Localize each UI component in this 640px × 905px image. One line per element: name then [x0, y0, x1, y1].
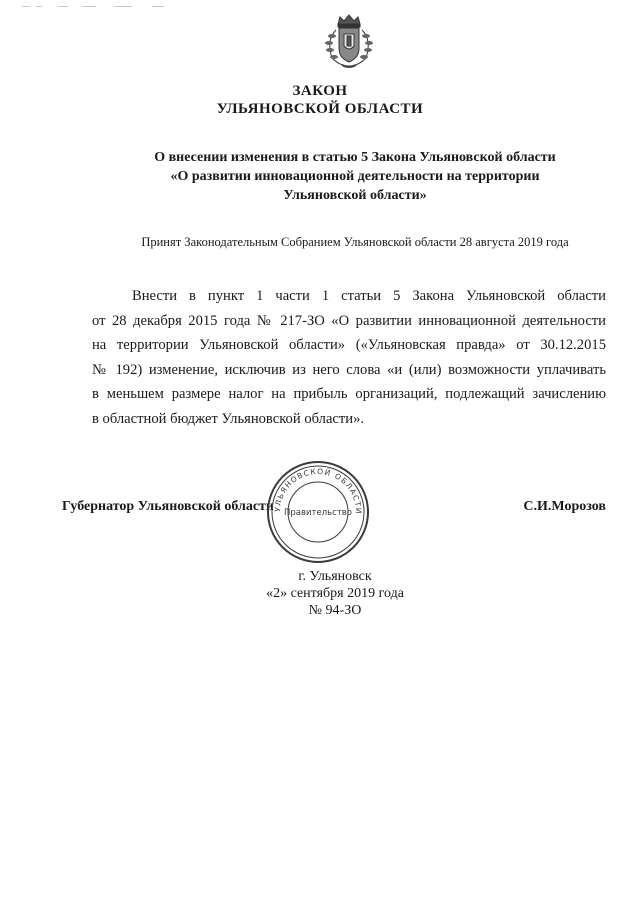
signing-place: г. Ульяновск [298, 569, 372, 584]
signing-date: «2» сентября 2019 года [266, 586, 404, 601]
adoption-note: Принят Законодательным Собранием Ульяновской области 28 августа 2019 года [141, 235, 569, 249]
body-line: в областной бюджет Ульяновской области». [92, 410, 365, 427]
body-line: № 192) изменение, исключив из него слова «и (или) возможности уплачивать [92, 361, 606, 378]
subject-line: Ульяновской области» [283, 188, 427, 203]
law-number: № 94-ЗО [308, 603, 362, 618]
seal-center-text: Правительство [284, 508, 352, 518]
body-line: на территории Ульяновской области» («Ульяновская правда» от 30.12.2015 [92, 337, 606, 354]
subject-line: О внесении изменения в статью 5 Закона Ульяновской области [154, 150, 556, 165]
seal-ring-text: УЛЬЯНОВСКОЙ ОБЛАСТИ [272, 466, 364, 515]
body-line: от 28 декабря 2015 года № 217-ЗО «О развитии инновационной деятельности [92, 312, 606, 329]
signatory-title: Губернатор Ульяновской области [62, 499, 274, 514]
scan-artifact [22, 6, 182, 10]
official-seal-icon [266, 460, 370, 564]
ulyanovsk-coat-of-arms-icon [318, 12, 380, 70]
body-line: Внести в пункт 1 части 1 статьи 5 Закона Ульяновской области [132, 288, 606, 304]
document-type: ЗАКОН [292, 83, 348, 99]
law-subject [120, 148, 590, 205]
issuing-region: УЛЬЯНОВСКОЙ ОБЛАСТИ [216, 101, 424, 117]
signatory-name: С.И.Морозов [523, 499, 606, 514]
law-body [92, 284, 606, 432]
subject-line: «О развитии инновационной деятельности на территории [170, 169, 540, 184]
body-line: в меньшем размере налог на прибыль организаций, подлежащий зачислению [92, 386, 606, 403]
